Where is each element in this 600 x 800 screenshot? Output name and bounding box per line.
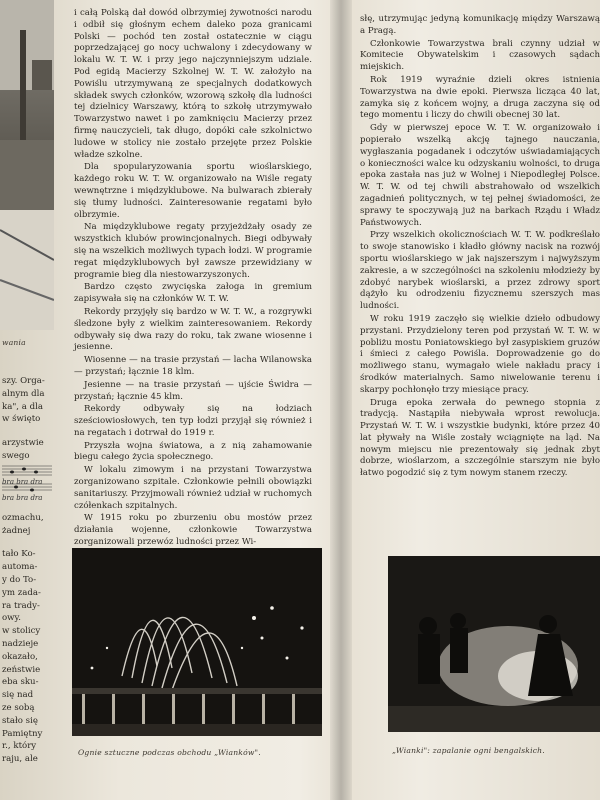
paragraph: Druga epoka zerwała do pewnego stopnia z tradycją. Nastąpiła niebywała wprost rewolucja. Przystań W. T. W. i wszystkie budynki, które przez 40 lat pływały na Wiśle zostały wciągnięte na ląd. Na nowym miejscu nie prezentowały się jednak zbyt dobrze, wioślarzom, a szczególnie starszym nie było łatwo pogodzić się z tym nowym stanem rzeczy. [360, 397, 600, 479]
photo-regatta-partial [0, 0, 54, 330]
paragraph: Wiosenne — na trasie przystań — lacha Wilanowska — przystań; łącznie 18 klm. [74, 355, 312, 377]
partial-line: żadnej [2, 525, 31, 536]
paragraph: Dla spopularyzowania sportu wioślarskiego, każdego roku W. T. W. organizowało na Wiśle regaty wewnętrzne i międzyklubowe. Na bulwarach zbierały się tłumy ludności. Zainteresowanie regatami było olbrzymie. [74, 162, 312, 220]
paragraph: i całą Polską dał dowód olbrzymiej żywotności narodu i odbił się głośnym echem daleko poza granicami Polski — pochód ten został ostatecznie w ciągu poprzedzającej go nocy uchwalony i zdecydowany w lokalu W. T. W. i przy jego najczynniejszym udziale. Pod egidą Macierzy Szkolnej W. T. W. założyło na Powiślu utrzymywaną ze specjalnych dodatkowych składek swych członków, wzorową szkołę dla ludności tej dzielnicy Warszawy, którą to szkołę utrzymywało Towarzystwo nawet i po zamknięciu Macierzy przez firmę nauczycieli, tak długo, dopóki całe szkolnictwo ludowe w stolicy nie zostało przejęte przez Polskie władze szkolne. [74, 8, 312, 160]
paragraph: Na międzyklubowe regaty przyjeżdżały osady ze wszystkich klubów prowincjonalnych. Biegi odbywały się na wszelkich możliwych typach łodzi. W programie regat międzyklubowych był zawsze przewidziany w programie bieg dla niestowarzyszonych. [74, 222, 312, 280]
partial-line: arzystwie [2, 438, 44, 449]
photo-regatta-image [0, 0, 54, 330]
partial-line: zeństwie [2, 664, 41, 675]
paragraph: W 1915 roku po zburzeniu obu mostów przez działania wojenne, członkowie Towarzystwa zorganizowali przewóz ludności przez Wi- [74, 513, 312, 548]
partial-column-left-edge [2, 376, 54, 767]
left-page-text-column [74, 8, 312, 550]
partial-line: eba sku- [2, 677, 39, 688]
partial-line: ra trady- [2, 600, 40, 611]
partial-line: szy. Orga- [2, 376, 45, 386]
paragraph: Gdy w pierwszej epoce W. T. W. organizowało i popierało wszelką akcję tajnego nauczania, wygłaszania pogadanek i odczytów uświadamiających o konieczności walce ku odzyskaniu wolności, to druga epoka zastała nas już w Wolnej i Niepodległej Polsce. W. T. W. od tej chwili abstrahowało od wszelkich zagadnień politycznych, w tej pełnej świadomości, że sprawy te spoczywają już na barkach Rządu i Władz Państwowych. [360, 123, 600, 228]
partial-line: w święto [2, 414, 41, 425]
photo-caption-bengal: „Wianki": zapalanie ogni bengalskich. [392, 746, 545, 755]
paragraph: Przy wszelkich okolicznościach W. T. W. podkreślało to swoje stanowisko i kładło główny nacisk na rozwój sportu wioślarskiego w jak najszerszym i najwyższym zakresie, a w szczególności na szkoleniu młodzieży by zdobyć narybek wioślarski, a przez zdrowy sport dążyło ku odrodzeniu fizycznemu szerszych mas ludności. [360, 230, 600, 312]
paragraph: W roku 1919 zaczęło się wielkie dzieło odbudowy przystani. Przydzielony teren pod przystań W. T. W. w pobliżu mostu Poniatowskiego był zasypiskiem gruzów i śmieci z całego Powiśla. Doprowadzenie go do możliwego stanu, wymagało wiele nakładu pracy i środków materialnych. Samo niwelowanie terenu i skarpy pochłonęło trzy miesiące pracy. [360, 313, 600, 395]
partial-line: raju, ale [2, 754, 38, 765]
paragraph: słę, utrzymując jedyną komunikację między Warszawą a Pragą. [360, 14, 600, 36]
partial-line: nadzieje [2, 638, 39, 649]
partial-line: ozmachu, [2, 512, 44, 523]
photo-bengal-lights [388, 556, 600, 732]
paragraph: Członkowie Towarzystwa brali czynny udział w Komitecie Obywatelskim i czasowych sądach miejskich. [360, 38, 600, 73]
partial-line: Pamiętny [2, 728, 43, 739]
paragraph: Rekordy przyjęły się bardzo w W. T. W., a rozgrywki śledzone były z wielkim zainteresowaniem. Rekordy odbywały się dwa razy do roku, tak zwane wiosenne i jesienne. [74, 306, 312, 353]
paragraph: Rok 1919 wyraźnie dzieli okres istnienia Towarzystwa na dwie epoki. Pierwsza licząca 40 lat, zamyka się z końcem wojny, a druga zaczyna się od tego momentu i liczy do chwili obecnej 30 lat. [360, 74, 600, 121]
partial-line: się nad [2, 690, 34, 701]
partial-line: ym zada- [2, 587, 41, 598]
paragraph: Bardzo często zwycięska załoga in gremium zapisywała się na członków W. T. W. [74, 282, 312, 305]
partial-line: r., który [2, 741, 37, 752]
partial-line: stało się [2, 715, 38, 726]
fireworks-image [72, 548, 322, 736]
partial-line: alnym dla [2, 388, 45, 399]
photo-fireworks [72, 548, 322, 736]
photo-caption-fireworks: Ognie sztuczne podczas obchodu „Wianków". [78, 748, 261, 757]
paragraph: Rekordy odbywały się na łodziach sześciowiosłowych, ten typ łodzi przyjął się również i na regatach i dotrwał do 1919 r. [74, 404, 312, 438]
partial-line: tało Ko- [2, 549, 36, 560]
music-lyric-line: bra bra dra [2, 494, 43, 502]
book-gutter [330, 0, 352, 800]
partial-line: y do To- [2, 574, 37, 585]
partial-line: ka", a dla [2, 401, 43, 412]
partial-line: ze sobą [2, 702, 35, 713]
music-lyric-line: bra bra dra [2, 478, 43, 486]
partial-line: okazało, [2, 651, 38, 662]
partial-line: swego [2, 450, 30, 461]
right-page-text-column [360, 14, 600, 481]
partial-line: owy. [2, 613, 21, 624]
photo-caption-partial: wania [2, 338, 26, 347]
paragraph: Jesienne — na trasie przystań — ujście Świdra — przystań; łącznie 45 klm. [74, 379, 312, 402]
partial-line: automa- [2, 562, 38, 573]
bengal-lights-image [388, 556, 600, 732]
paragraph: W lokalu zimowym i na przystani Towarzystwa zorganizowano szpitale. Członkowie pełnili obowiązki sanitariuszy. Przyjmowali również udział w ruchomych czółenkach szpitalnych. [74, 465, 312, 511]
paragraph: Przyszła wojna światowa, a z nią zahamowanie biegu całego życia społecznego. [74, 440, 312, 463]
partial-line: w stolicy [2, 626, 41, 637]
